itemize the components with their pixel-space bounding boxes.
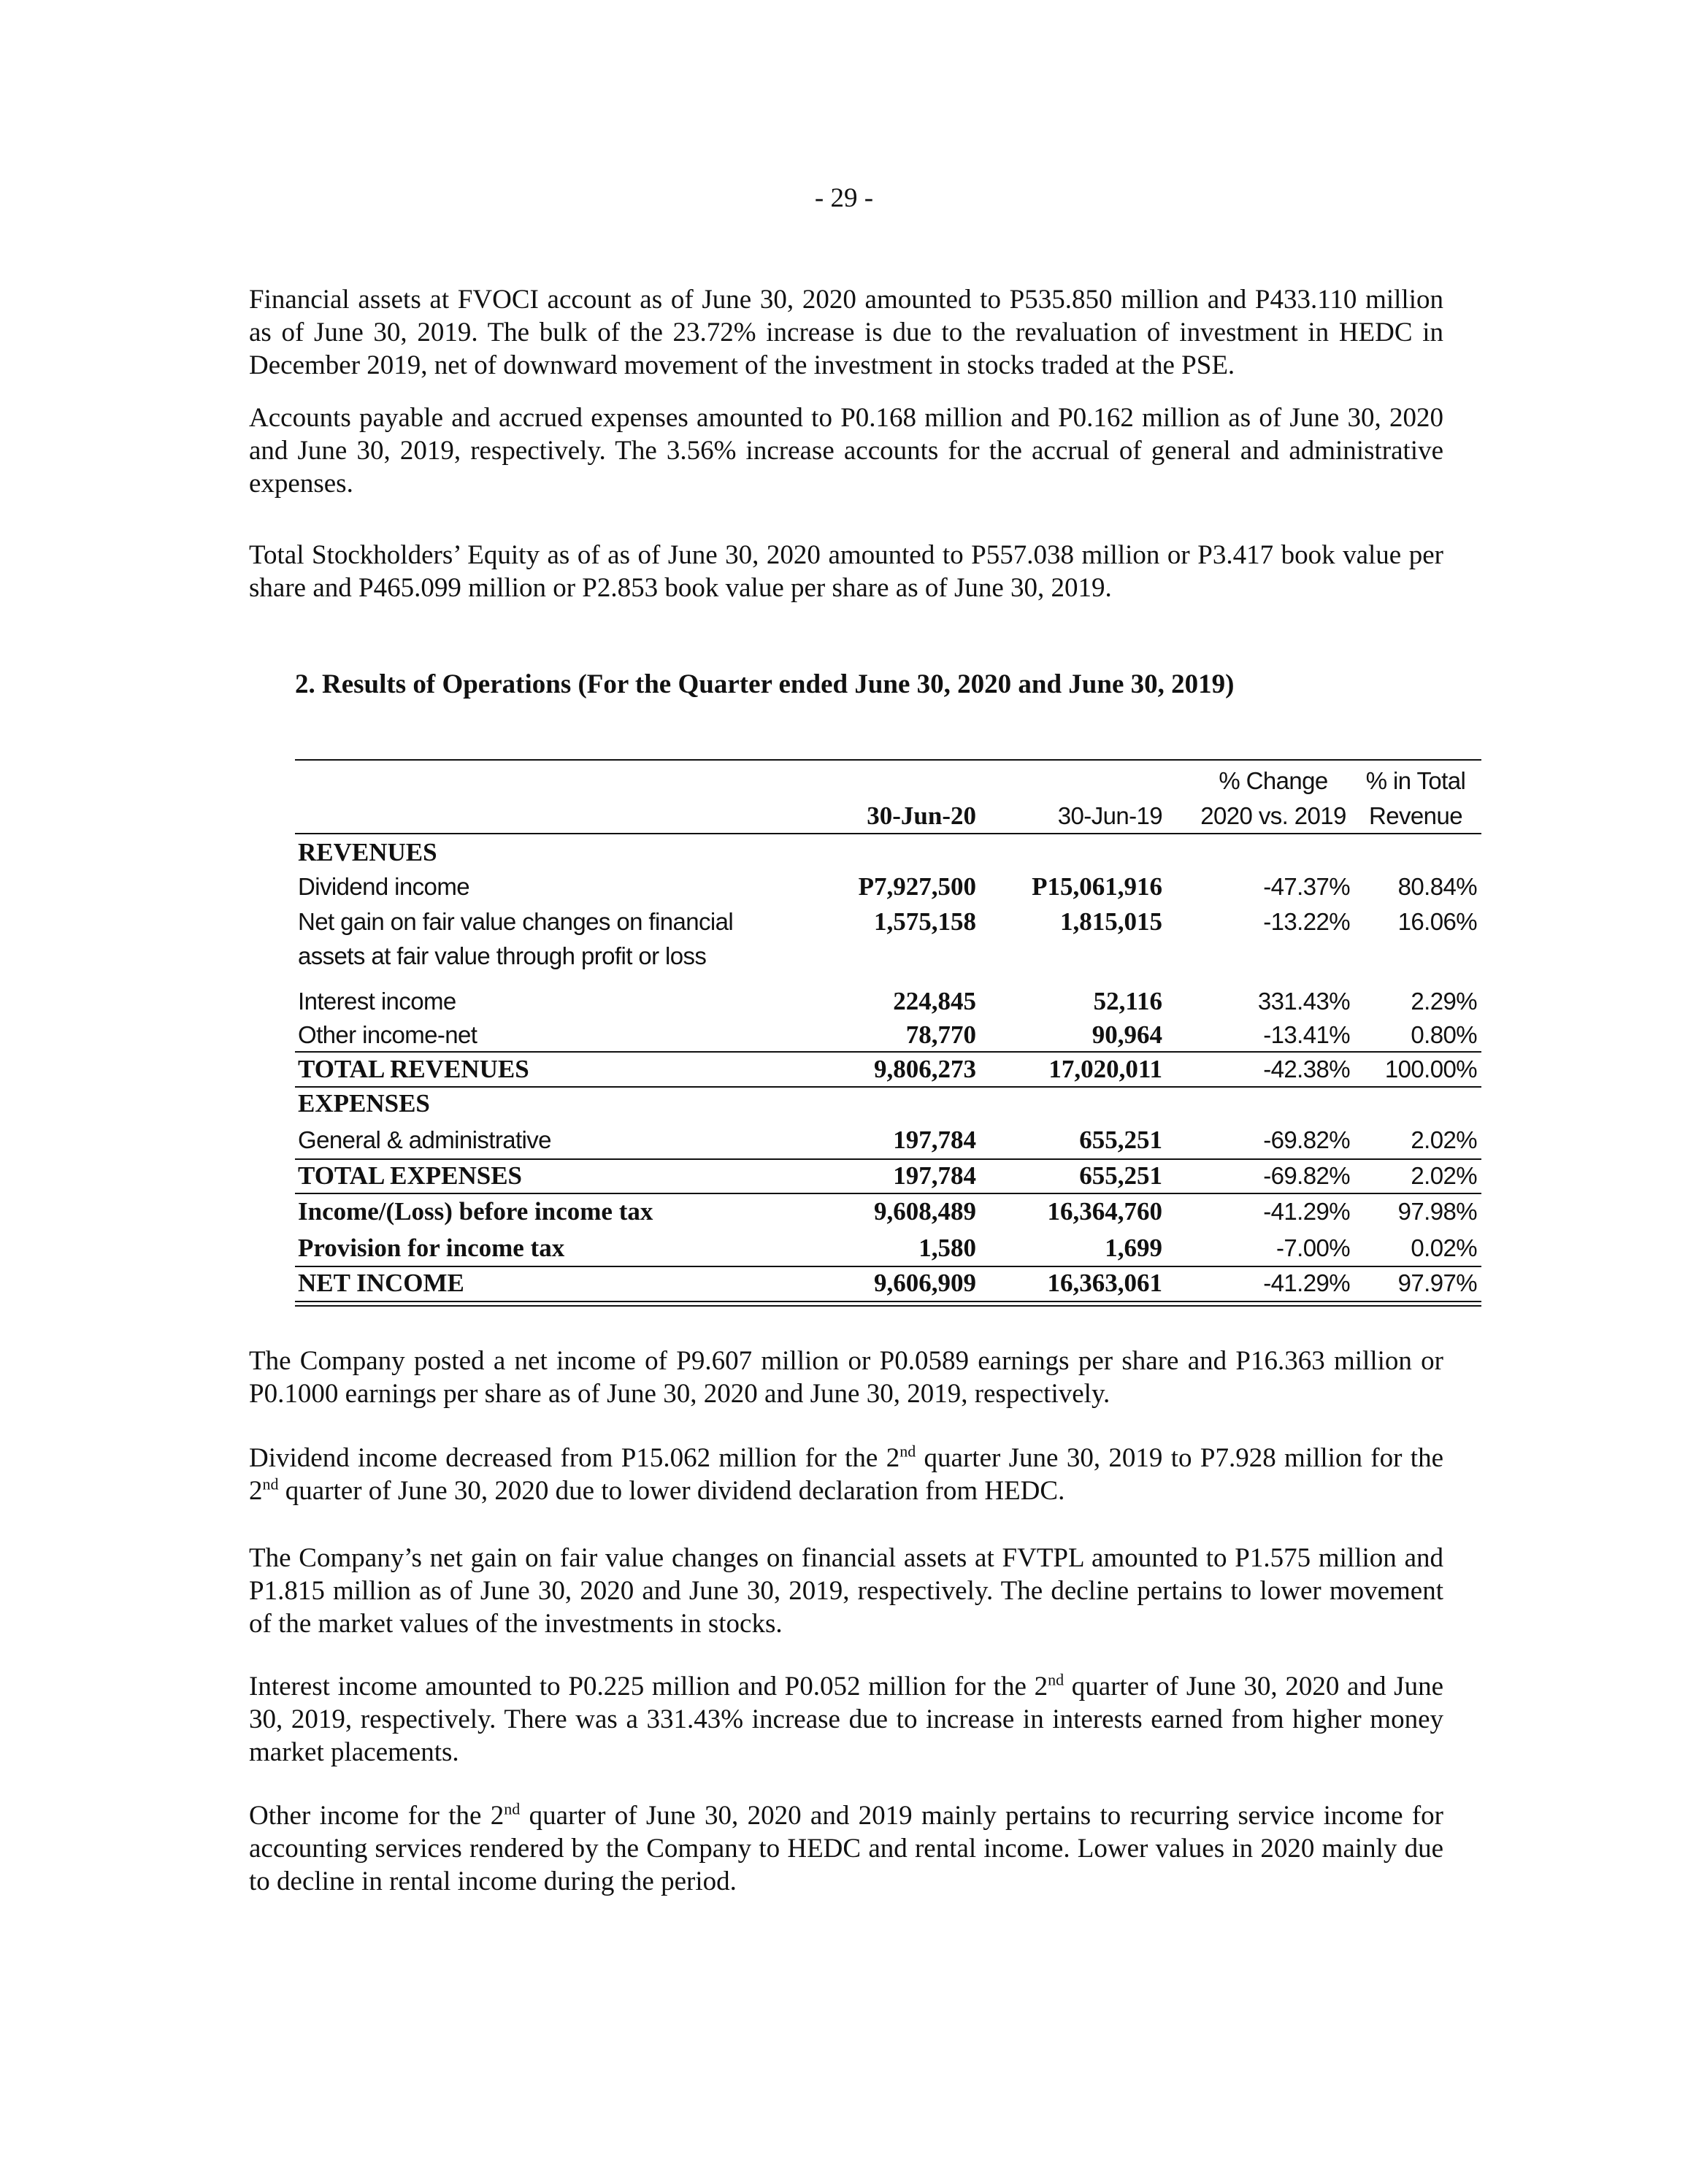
gna-2019: 655,251 xyxy=(1079,1126,1162,1154)
income-before-tax-share: 97.98% xyxy=(1397,1198,1477,1225)
paragraph-accounts-payable: Accounts payable and accrued expenses amounted to P0.168 million and P0.162 million as of June 30, 2020 and June 30, 2019, respectively. The 3.56% increase accounts for the accrual of general and administrative expenses. xyxy=(249,403,1443,499)
paragraph-net-gain: The Company’s net gain on fair value changes on financial assets at FVTPL amounted to P1.575 million and P1.815 million as of June 30, 2020 and June 30, 2019, respectively. The decline pertains to lower movement of the market values of the investments in stocks. xyxy=(249,1543,1443,1639)
total-expenses-2020: 197,784 xyxy=(893,1161,976,1190)
net-income-double-rule-2 xyxy=(295,1305,1481,1307)
total-revenues-top-rule xyxy=(295,1051,1481,1053)
provision-share: 0.02% xyxy=(1411,1234,1477,1261)
income-before-tax-2020: 9,608,489 xyxy=(874,1197,976,1226)
dividend-income-change: -47.37% xyxy=(1263,873,1350,900)
net-gain-2020: 1,575,158 xyxy=(874,907,976,936)
gna-share: 2.02% xyxy=(1411,1126,1477,1153)
header-pct-total-line2: Revenue xyxy=(1369,802,1462,829)
other-income-2019: 90,964 xyxy=(1092,1020,1162,1049)
dividend-income-2019: P15,061,916 xyxy=(1032,872,1162,901)
net-income-change: -41.29% xyxy=(1263,1269,1350,1296)
total-expenses-bottom-rule xyxy=(295,1193,1481,1194)
net-income-2020: 9,606,909 xyxy=(874,1269,976,1297)
interest-income-label: Interest income xyxy=(298,988,456,1015)
net-income-share: 97.97% xyxy=(1397,1269,1477,1296)
page-number: - 29 - xyxy=(814,183,874,213)
table-top-rule xyxy=(295,759,1481,761)
paragraph-other-income: Other income for the 2nd quarter of June 30, 2020 and 2019 mainly pertains to recurring service income for accounting services rendered by the Company to HEDC and rental income. Lower values in 2020 mainly due to decline in rental income during the period. xyxy=(249,1799,1443,1896)
header-pct-total-line1: % in Total xyxy=(1365,767,1466,794)
net-gain-label-line2: assets at fair value through profit or loss xyxy=(298,942,707,969)
expenses-section-label: EXPENSES xyxy=(298,1089,430,1118)
provision-change: -7.00% xyxy=(1276,1234,1350,1261)
provision-label: Provision for income tax xyxy=(298,1234,565,1262)
net-income-label: NET INCOME xyxy=(298,1269,464,1297)
dividend-income-share: 80.84% xyxy=(1397,873,1477,900)
total-expenses-top-rule xyxy=(295,1158,1481,1160)
header-pct-change-line1: % Change xyxy=(1219,767,1328,794)
header-30-jun-19: 30-Jun-19 xyxy=(1057,802,1162,829)
net-gain-share: 16.06% xyxy=(1397,908,1477,935)
section-heading: 2. Results of Operations (For the Quarter ended June 30, 2020 and June 30, 2019) xyxy=(295,669,1235,699)
other-income-share: 0.80% xyxy=(1411,1021,1477,1048)
net-gain-2019: 1,815,015 xyxy=(1060,907,1162,936)
total-revenues-bottom-rule xyxy=(295,1086,1481,1088)
net-gain-change: -13.22% xyxy=(1263,908,1350,935)
dividend-income-2020: P7,927,500 xyxy=(858,872,976,901)
total-expenses-2019: 655,251 xyxy=(1079,1161,1162,1190)
interest-income-change: 331.43% xyxy=(1257,988,1350,1015)
total-revenues-change: -42.38% xyxy=(1263,1056,1350,1083)
header-30-jun-20: 30-Jun-20 xyxy=(867,801,976,830)
paragraph-net-income: The Company posted a net income of P9.607 million or P0.0589 earnings per share and P16.363 million or P0.1000 earnings per share as of June 30, 2020 and June 30, 2019, respectively. xyxy=(249,1346,1443,1409)
interest-income-share: 2.29% xyxy=(1411,988,1477,1015)
net-income-2019: 16,363,061 xyxy=(1047,1269,1162,1297)
gna-2020: 197,784 xyxy=(893,1126,976,1154)
paragraph-interest-income: Interest income amounted to P0.225 million and P0.052 million for the 2nd quarter of June 30, 2020 and June 30, 2019, respectively. There was a 331.43% increase due to increase in interests earned from higher money market placements. xyxy=(249,1670,1443,1767)
other-income-label: Other income-net xyxy=(298,1021,477,1048)
income-before-tax-2019: 16,364,760 xyxy=(1047,1197,1162,1226)
net-gain-label-line1: Net gain on fair value changes on financial xyxy=(298,908,734,935)
total-expenses-label: TOTAL EXPENSES xyxy=(298,1161,523,1190)
income-before-tax-label: Income/(Loss) before income tax xyxy=(298,1197,653,1226)
paragraph-dividend-income: Dividend income decreased from P15.062 million for the 2nd quarter June 30, 2019 to P7.928 million for the 2nd quarter of June 30, 2020 due to lower dividend declaration from HEDC. xyxy=(249,1442,1443,1506)
interest-income-2019: 52,116 xyxy=(1093,987,1162,1015)
total-revenues-share: 100.00% xyxy=(1384,1056,1477,1083)
header-bottom-rule xyxy=(295,833,1481,834)
total-expenses-share: 2.02% xyxy=(1411,1162,1477,1189)
header-pct-change-line2: 2020 vs. 2019 xyxy=(1200,802,1346,829)
paragraph-stockholders-equity: Total Stockholders’ Equity as of as of June 30, 2020 amounted to P557.038 million or P3.417 book value per share and P465.099 million or P2.853 book value per share as of June 30, 2019. xyxy=(249,540,1443,603)
net-income-double-rule-1 xyxy=(295,1301,1481,1302)
provision-2019: 1,699 xyxy=(1105,1234,1162,1262)
other-income-change: -13.41% xyxy=(1263,1021,1350,1048)
total-revenues-2020: 9,806,273 xyxy=(874,1055,976,1083)
dividend-income-label: Dividend income xyxy=(298,873,469,900)
gna-label: General & administrative xyxy=(298,1126,551,1153)
provision-2020: 1,580 xyxy=(918,1234,976,1262)
paragraph-fvoci: Financial assets at FVOCI account as of June 30, 2020 amounted to P535.850 million and P433.110 million as of June 30, 2019. The bulk of the 23.72% increase is due to the revaluation of investment in HEDC in December 2019, net of downward movement of the investment in stocks traded at the PSE. xyxy=(249,285,1443,380)
total-revenues-label: TOTAL REVENUES xyxy=(298,1055,529,1083)
net-income-top-rule xyxy=(295,1266,1481,1267)
total-expenses-change: -69.82% xyxy=(1263,1162,1350,1189)
total-revenues-2019: 17,020,011 xyxy=(1048,1055,1162,1083)
gna-change: -69.82% xyxy=(1263,1126,1350,1153)
other-income-2020: 78,770 xyxy=(905,1020,976,1049)
income-before-tax-change: -41.29% xyxy=(1263,1198,1350,1225)
revenues-section-label: REVENUES xyxy=(298,838,437,866)
interest-income-2020: 224,845 xyxy=(893,987,976,1015)
